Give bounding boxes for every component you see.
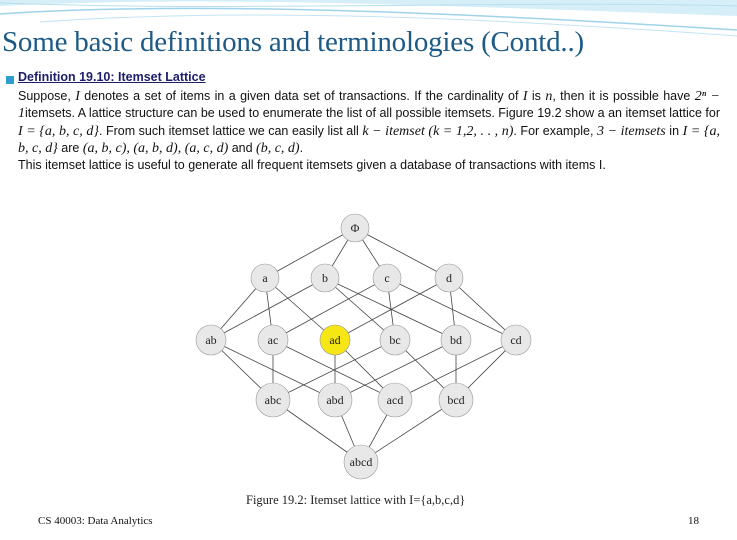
lattice-node-label-b: b [322,271,328,285]
lattice-node-label-abc: abc [264,393,282,407]
definition-body [18,88,720,173]
lattice-node-label-bcd: bcd [447,393,465,407]
lattice-node-label-phi: Φ [350,221,360,235]
lattice-node-label-ac: ac [267,333,279,347]
itemset-lattice-figure [195,212,533,512]
lattice-node-label-d: d [446,271,452,285]
bullet-square-icon [6,76,14,84]
lattice-node-label-ab: ab [205,333,217,347]
figure-caption: Figure 19.2: Itemset lattice with I={a,b,c,d} [246,493,466,507]
lattice-node-label-bd: bd [450,333,462,347]
lattice-node-label-cd: cd [510,333,522,347]
closing-sentence: This itemset lattice is useful to generate all frequent itemsets given a database of transactions with items I. [18,158,606,173]
lattice-node-label-a: a [262,271,268,285]
footer-page-number: 18 [688,515,699,527]
footer-course: CS 40003: Data Analytics [38,515,153,527]
definition-heading: Definition 19.10: Itemset Lattice [18,70,206,84]
lattice-node-label-bc: bc [389,333,401,347]
lattice-node-label-ad: ad [329,333,341,347]
lattice-edge-phi-a [265,228,355,278]
lattice-nodes [196,214,531,479]
lattice-edge-phi-d [355,228,449,278]
slide-title: Some basic definitions and terminologies (Contd..) [2,26,584,58]
definition-paragraph: Suppose, I denotes a set of items in a given data set of transactions. If the cardinality of I is n, then it is possible have 2ⁿ − 1itemsets. A lattice structure can be used to enumerate the list of all possible itemsets. Figure 19.2 show a an itemset lattice for I = {a, b, c, d}. From such itemset lattice we can easily list all k − itemset (k = 1,2, . . , n). For example, 3 − itemsets in I = {a, b, c, d} are (a, b, c), (a, b, d), (a, c, d) and (b, c, d). [18,89,720,156]
lattice-node-label-abcd: abcd [349,455,373,469]
lattice-node-label-abd: abd [326,393,344,407]
lattice-node-label-acd: acd [386,393,404,407]
lattice-node-label-c: c [384,271,390,285]
